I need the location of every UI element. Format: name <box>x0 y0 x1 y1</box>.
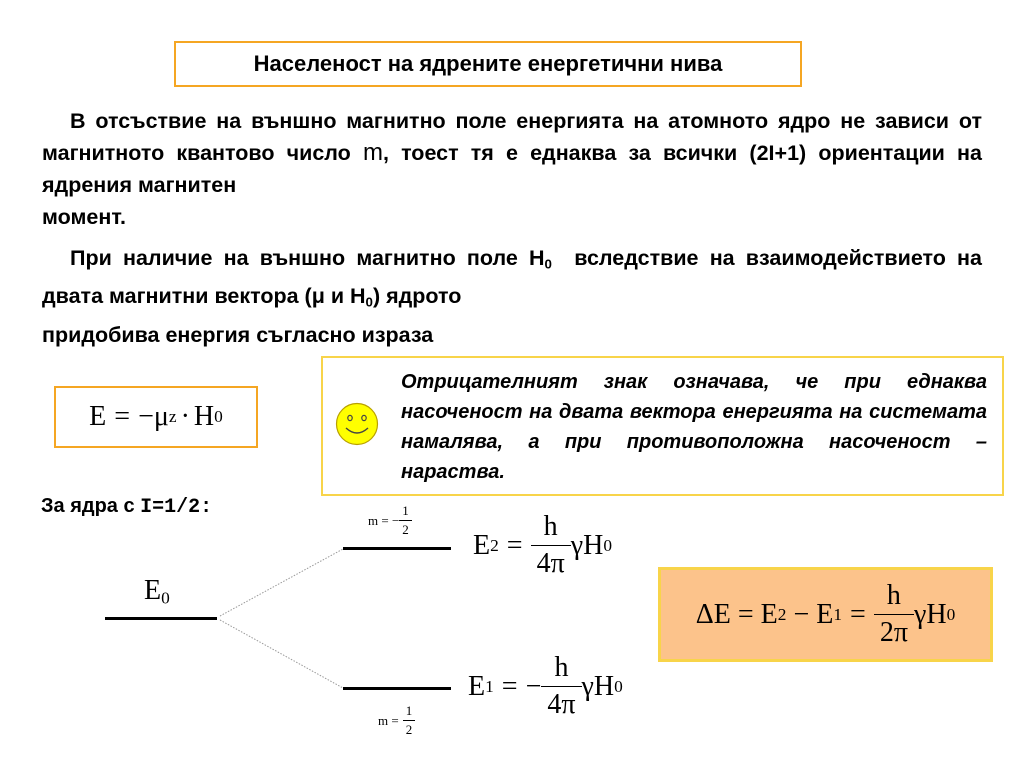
upper-m-label <box>368 503 412 538</box>
delta-sub1: 1 <box>833 604 843 624</box>
note-box <box>321 356 1004 496</box>
p1-last-line: момент. <box>42 205 126 229</box>
e2-sub: 2 <box>490 535 499 555</box>
e1-sub: 1 <box>485 676 494 696</box>
lower-m-lhs: m = <box>378 712 399 728</box>
delta-fraction <box>874 580 914 649</box>
e1-equals: = <box>501 670 518 702</box>
p2-sub1: 0 <box>544 256 552 272</box>
e2-den: 4π <box>531 545 571 580</box>
e2-gamma-h: γH <box>570 529 604 561</box>
smiley-face-icon <box>335 402 379 446</box>
p1-m-symbol: m <box>362 139 383 166</box>
e0-level-line <box>105 617 217 620</box>
e2-equals: = <box>506 529 523 561</box>
e1-level-line <box>343 687 451 690</box>
e1-den: 4π <box>541 686 581 721</box>
nuclei-spin-label <box>41 495 212 519</box>
p2-last-line: придобива енергия съгласно израза <box>42 322 434 347</box>
slide-title-box <box>174 41 802 87</box>
formula-equals: = <box>114 401 131 432</box>
e1-fraction <box>541 652 581 721</box>
upper-m-lhs: m = − <box>368 512 400 528</box>
split-line-upper <box>220 549 343 616</box>
lower-m-num: 1 <box>405 703 413 718</box>
lower-m-label <box>378 703 415 738</box>
e0-level-label <box>144 575 170 608</box>
e1-minus: − <box>525 670 542 702</box>
e2-num: h <box>543 511 558 542</box>
p1-text-middle: , тоест тя е еднаква за всички (2I+1) ориентации на ядрения магнитен <box>42 141 982 197</box>
formula-minus-mu: −μ <box>138 401 169 432</box>
lower-m-den: 2 <box>403 720 416 738</box>
p2-text1: При наличие на външно магнитно поле H <box>70 246 545 270</box>
e2-fraction <box>531 511 571 580</box>
p1-text-before: В отсъствие на външно магнитно поле енергията на атомното ядро не зависи от магнитното квантово число <box>42 109 982 165</box>
formula-sub-z: z <box>168 407 177 426</box>
delta-minus: − E <box>786 598 834 630</box>
delta-e-equation <box>696 580 956 649</box>
lower-m-fraction <box>403 703 416 738</box>
upper-m-num: 1 <box>402 503 409 518</box>
delta-gamma-h: γH <box>913 598 947 630</box>
delta-equals: = <box>850 598 866 630</box>
delta-e-box <box>658 567 993 662</box>
energy-formula-box <box>54 386 258 448</box>
formula-h: H <box>193 401 215 432</box>
nuclei-label-text: За ядра с <box>41 495 141 517</box>
note-text: Отрицателният знак означава, че при еднаква насоченост на двата вектора енергията на системата намалява, а при противоположна насоченост – нараства. <box>401 371 987 483</box>
formula-dot: · <box>180 401 190 432</box>
e2-level-line <box>343 547 451 550</box>
e0-sub: 0 <box>161 588 170 608</box>
p2-sub2: 0 <box>365 294 373 310</box>
nuclei-label-colon: : <box>200 496 213 519</box>
paragraph-with-field <box>42 242 988 351</box>
e2-equation <box>473 511 612 580</box>
upper-m-fraction <box>399 503 412 538</box>
upper-m-den: 2 <box>399 520 412 538</box>
delta-sub2: 2 <box>777 604 787 624</box>
nuclei-spin-value: I=1/2 <box>140 496 201 519</box>
delta-sub-0: 0 <box>946 604 956 624</box>
e0-symbol: E <box>144 575 162 606</box>
p2-text3: ) ядрото <box>372 284 462 309</box>
delta-lhs: ΔE = E <box>695 598 778 630</box>
formula-e: E <box>89 401 107 432</box>
split-line-lower <box>220 620 343 688</box>
e1-num: h <box>554 652 569 683</box>
e2-sub-0: 0 <box>603 535 613 555</box>
delta-den: 2π <box>874 614 914 649</box>
formula-sub-0: 0 <box>214 407 223 426</box>
e1-sub-0: 0 <box>614 676 623 696</box>
e1-equation <box>468 652 623 721</box>
e1-gamma-h: γH <box>581 670 615 702</box>
p2-text2: вследствие на взаимодействието на двата магнитни вектора (μ и H <box>42 246 988 309</box>
e1-symbol: E <box>468 670 486 702</box>
paragraph-no-field <box>42 105 982 233</box>
e2-symbol: E <box>473 529 491 561</box>
slide-title: Населеност на ядрените енергетични нива <box>253 51 723 76</box>
delta-num: h <box>886 580 901 611</box>
